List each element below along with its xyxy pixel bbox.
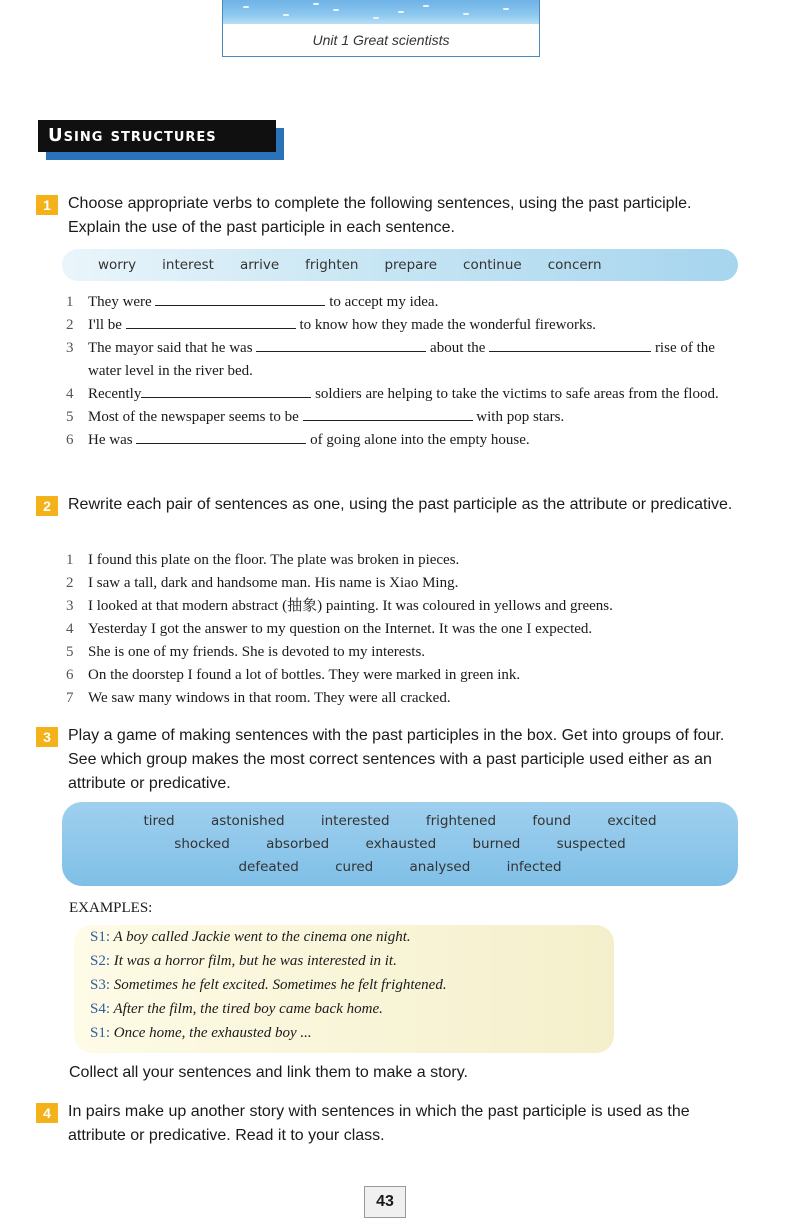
word-item: tired bbox=[143, 813, 175, 829]
exercise-number: 2 bbox=[36, 496, 58, 516]
example-line: S1: Once home, the exhausted boy ... bbox=[90, 1025, 312, 1041]
word-item: arrive bbox=[239, 257, 280, 273]
word-item: worry bbox=[98, 257, 137, 273]
word-item: burned bbox=[472, 836, 521, 852]
answer-blank[interactable] bbox=[136, 429, 306, 444]
exercise-2-sentences bbox=[66, 549, 746, 710]
word-item: shocked bbox=[174, 836, 230, 852]
unit-header bbox=[222, 0, 540, 57]
examples-box bbox=[74, 925, 614, 1053]
sentence-item: 2 I'll be to know how they made the wonderful fireworks. bbox=[66, 314, 746, 337]
example-line: S4: After the film, the tired boy came back home. bbox=[90, 1001, 383, 1017]
sentence-item: 7 We saw many windows in that room. They were all cracked. bbox=[66, 690, 451, 706]
page-number: 43 bbox=[364, 1186, 406, 1218]
answer-blank[interactable] bbox=[256, 337, 426, 352]
word-item: suspected bbox=[556, 836, 626, 852]
header-water-image bbox=[223, 0, 539, 24]
exercise-4 bbox=[36, 1100, 746, 1148]
answer-blank[interactable] bbox=[126, 314, 296, 329]
banner-title: Using structures bbox=[38, 120, 276, 152]
exercise-2-instruction: 2 Rewrite each pair of sentences as one, using the past participle as the attribute or predicative. bbox=[36, 493, 746, 517]
answer-blank[interactable] bbox=[489, 337, 651, 352]
exercise-4-instruction: 4 In pairs make up another story with sentences in which the past participle is used as the attribute or predicative. Read it to your class. bbox=[36, 1100, 746, 1148]
word-item: interested bbox=[320, 813, 390, 829]
answer-blank[interactable] bbox=[141, 383, 311, 398]
example-line: S2: It was a horror film, but he was interested in it. bbox=[90, 953, 397, 969]
sentence-item: 3 The mayor said that he was about the rise of the water level in the river bed. bbox=[66, 337, 746, 383]
sentence-item: 2 I saw a tall, dark and handsome man. His name is Xiao Ming. bbox=[66, 575, 459, 591]
exercise-1-instruction: 1 Choose appropriate verbs to complete the following sentences, using the past participle. Explain the use of the past participle in each sentence. bbox=[36, 192, 746, 240]
sentence-item: 1 They were to accept my idea. bbox=[66, 291, 746, 314]
sentence-item: 5 Most of the newspaper seems to be with pop stars. bbox=[66, 406, 746, 429]
answer-blank[interactable] bbox=[155, 291, 325, 306]
word-row bbox=[62, 833, 738, 856]
word-box-1 bbox=[62, 249, 738, 281]
word-item: frighten bbox=[305, 257, 359, 273]
word-item: prepare bbox=[384, 257, 438, 273]
section-banner bbox=[38, 120, 284, 160]
word-item: found bbox=[532, 813, 572, 829]
word-item: concern bbox=[547, 257, 602, 273]
exercise-1-sentences bbox=[66, 291, 746, 452]
sentence-item: 4 Recently soldiers are helping to take the victims to safe areas from the flood. bbox=[66, 383, 746, 406]
sentence-item: 1 I found this plate on the floor. The plate was broken in pieces. bbox=[66, 552, 460, 568]
answer-blank[interactable] bbox=[303, 406, 473, 421]
word-item: infected bbox=[506, 859, 562, 875]
exercise-number: 4 bbox=[36, 1103, 58, 1123]
word-item: frightened bbox=[425, 813, 497, 829]
exercise-1 bbox=[36, 192, 746, 240]
word-item: cured bbox=[335, 859, 374, 875]
word-item: continue bbox=[463, 257, 522, 273]
word-item: excited bbox=[607, 813, 657, 829]
example-line: S1: A boy called Jackie went to the cinema one night. bbox=[90, 929, 411, 945]
sentence-item: 3 I looked at that modern abstract (抽象) painting. It was coloured in yellows and greens. bbox=[66, 598, 613, 614]
word-item: interest bbox=[162, 257, 214, 273]
word-item: exhausted bbox=[365, 836, 437, 852]
word-item: absorbed bbox=[266, 836, 330, 852]
exercise-3-instruction: 3 Play a game of making sentences with the past participles in the box. Get into groups of four. See which group makes the most correct sentences with a past participle used either as an attribute or predicative. bbox=[36, 724, 746, 796]
word-row bbox=[62, 856, 738, 879]
exercise-2 bbox=[36, 493, 746, 517]
word-item: astonished bbox=[210, 813, 285, 829]
word-row bbox=[62, 810, 738, 833]
word-item: analysed bbox=[409, 859, 471, 875]
exercise-number: 1 bbox=[36, 195, 58, 215]
sentence-item: 4 Yesterday I got the answer to my question on the Internet. It was the one I expected. bbox=[66, 621, 593, 637]
examples-label: EXAMPLES: bbox=[69, 900, 153, 916]
sentence-item: 5 She is one of my friends. She is devoted to my interests. bbox=[66, 644, 426, 660]
unit-title: Unit 1 Great scientists bbox=[312, 32, 450, 48]
sentence-item: 6 He was of going alone into the empty house. bbox=[66, 429, 746, 452]
word-box-2 bbox=[62, 802, 738, 886]
collect-instruction: Collect all your sentences and link them to make a story. bbox=[69, 1064, 468, 1081]
exercise-3 bbox=[36, 724, 746, 796]
sentence-item: 6 On the doorstep I found a lot of bottles. They were marked in green ink. bbox=[66, 667, 521, 683]
example-line: S3: Sometimes he felt excited. Sometimes he felt frightened. bbox=[90, 977, 447, 993]
exercise-number: 3 bbox=[36, 727, 58, 747]
word-item: defeated bbox=[238, 859, 299, 875]
